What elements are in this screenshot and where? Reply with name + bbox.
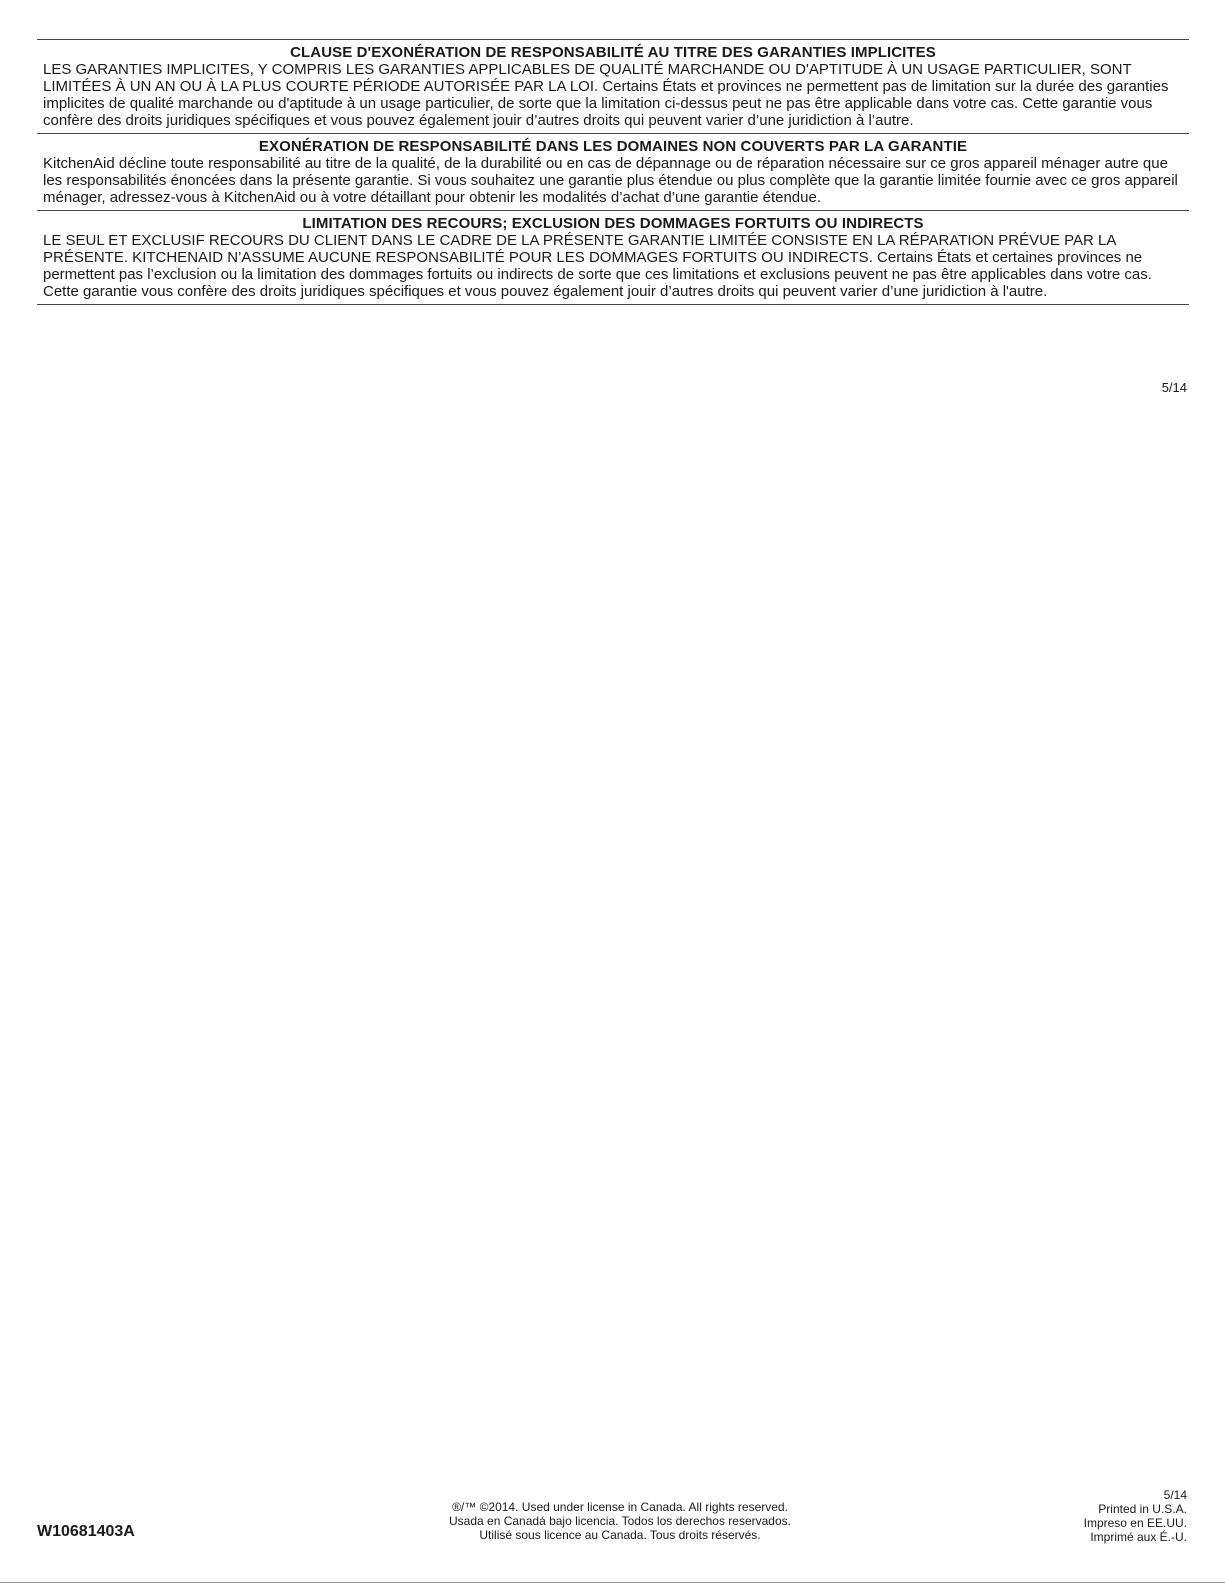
trademark-line-english: ®/™ ©2014. Used under license in Canada. All rights reserved. — [452, 1500, 788, 1514]
part-number: W10681403A — [37, 1523, 135, 1540]
section-body: KitchenAid décline toute responsabilité au titre de la qualité, de la durabilité ou en cas de dépannage ou de réparation nécessaire sur ce gros appareil ménager autre que les responsabilités énoncées dans la présente garantie. Si vous souhaitez une garantie plus étendue ou plus complète que la garantie limitée fournie avec ce gros appareil ménager, adressez-vous à KitchenAid ou à votre détaillant pour obtenir les modalités d’achat d’une garantie étendue. — [43, 155, 1178, 206]
page-footer — [0, 1488, 1225, 1548]
printed-in-spanish: Impreso en EE.UU. — [1083, 1516, 1187, 1530]
warranty-sections — [37, 39, 1189, 305]
print-date-code: 5/14 — [1163, 1488, 1187, 1502]
section-title: CLAUSE D'EXONÉRATION DE RESPONSABILITÉ AU TITRE DES GARANTIES IMPLICITES — [290, 44, 936, 61]
page-date-code: 5/14 — [1161, 380, 1187, 395]
section-title: EXONÉRATION DE RESPONSABILITÉ DANS LES DOMAINES NON COUVERTS PAR LA GARANTIE — [258, 138, 968, 155]
uncovered-areas-disclaimer-section — [37, 133, 1189, 210]
trademark-line-french: Utilisé sous licence au Canada. Tous droits réservés. — [479, 1528, 761, 1542]
section-title: LIMITATION DES RECOURS; EXCLUSION DES DOMMAGES FORTUITS OU INDIRECTS — [302, 215, 924, 232]
printed-in-french: Imprimé aux É.-U. — [1090, 1530, 1187, 1544]
bottom-divider — [0, 1582, 1225, 1583]
section-body: LES GARANTIES IMPLICITES, Y COMPRIS LES GARANTIES APPLICABLES DE QUALITÉ MARCHANDE OU D'APTITUDE À UN USAGE PARTICULIER, SONT LIMITÉES À UN AN OU À LA PLUS COURTE PÉRIODE AUTORISÉE PAR LA LOI. Certains États et provinces ne permettent pas de limitation sur la durée des garanties implicites de qualité marchande ou d'aptitude à un usage particulier, de sorte que la limitation ci-dessus peut ne pas être applicable dans votre cas. Cette garantie vous confère des droits juridiques spécifiques et vous pouvez également jouir d’autres droits qui peuvent varier d’une juridiction à l’autre. — [43, 61, 1169, 129]
implied-warranty-disclaimer-section — [37, 39, 1189, 133]
trademark-line-spanish: Usada en Canadá bajo licencia. Todos los derechos reservados. — [449, 1514, 791, 1528]
printed-in-english: Printed in U.S.A. — [1098, 1502, 1187, 1516]
section-body: LE SEUL ET EXCLUSIF RECOURS DU CLIENT DANS LE CADRE DE LA PRÉSENTE GARANTIE LIMITÉE CONSISTE EN LA RÉPARATION PRÉVUE PAR LA PRÉSENTE. KITCHENAID N’ASSUME AUCUNE RESPONSABILITÉ POUR LES DOMMAGES FORTUITS OU INDIRECTS. Certains États et certaines provinces ne permettent pas l’exclusion ou la limitation des dommages fortuits ou indirects de sorte que ces limitations et exclusions peuvent ne pas être applicables dans votre cas. Cette garantie vous confère des droits juridiques spécifiques et vous pouvez également jouir d’autres droits qui peuvent varier d’une juridiction à l'autre. — [43, 232, 1152, 300]
limitation-of-remedies-section — [37, 210, 1189, 305]
trademark-notice — [400, 1500, 840, 1542]
print-info — [1084, 1488, 1187, 1544]
